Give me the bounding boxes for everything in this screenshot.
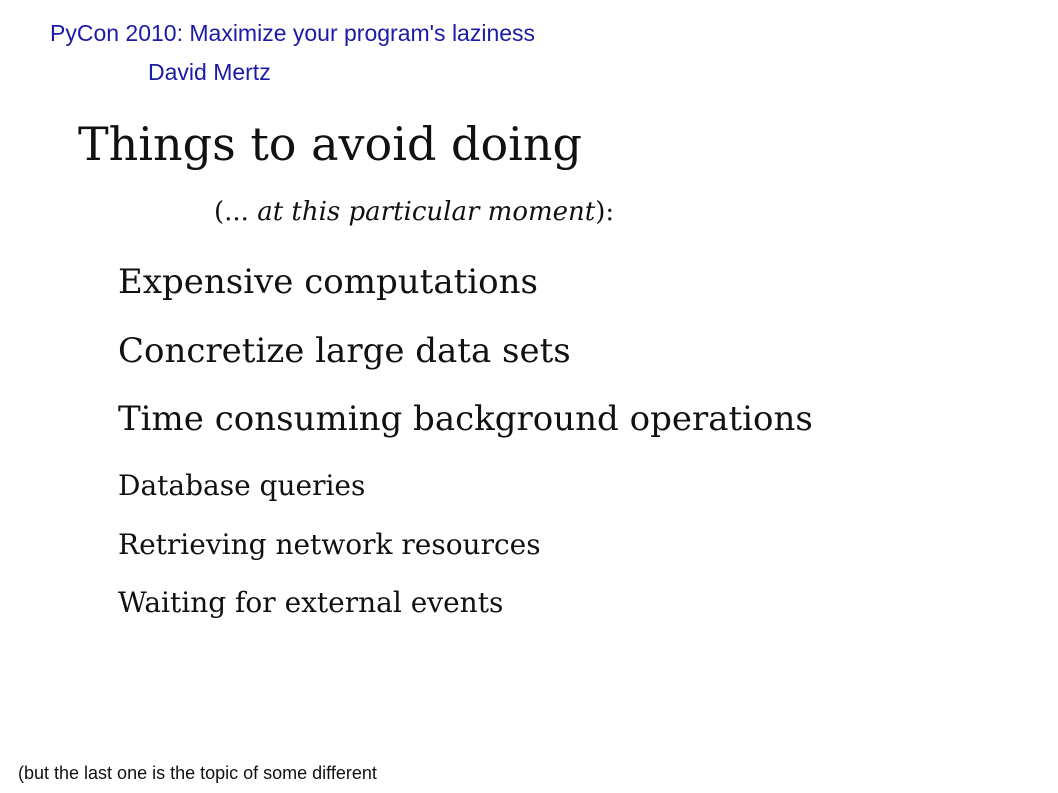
sub-bullet-network-resources: Retrieving network resources	[118, 528, 541, 561]
bullet-concretize-data-sets: Concretize large data sets	[118, 331, 571, 371]
bullet-expensive-computations: Expensive computations	[118, 262, 538, 302]
talk-author: David Mertz	[148, 59, 271, 85]
subtitle-prefix: (...	[214, 197, 258, 227]
sub-bullet-database-queries: Database queries	[118, 469, 366, 502]
talk-title: PyCon 2010: Maximize your program's laziness	[50, 20, 536, 46]
subtitle-emphasis: at this particular moment	[257, 197, 596, 227]
subtitle-suffix: ):	[595, 197, 615, 227]
footnote: (but the last one is the topic of some different	[18, 763, 377, 783]
slide-subtitle	[214, 199, 614, 225]
sub-bullet-external-events: Waiting for external events	[118, 586, 504, 619]
bullet-background-operations: Time consuming background operations	[118, 399, 813, 439]
slide-title: Things to avoid doing	[78, 117, 582, 171]
